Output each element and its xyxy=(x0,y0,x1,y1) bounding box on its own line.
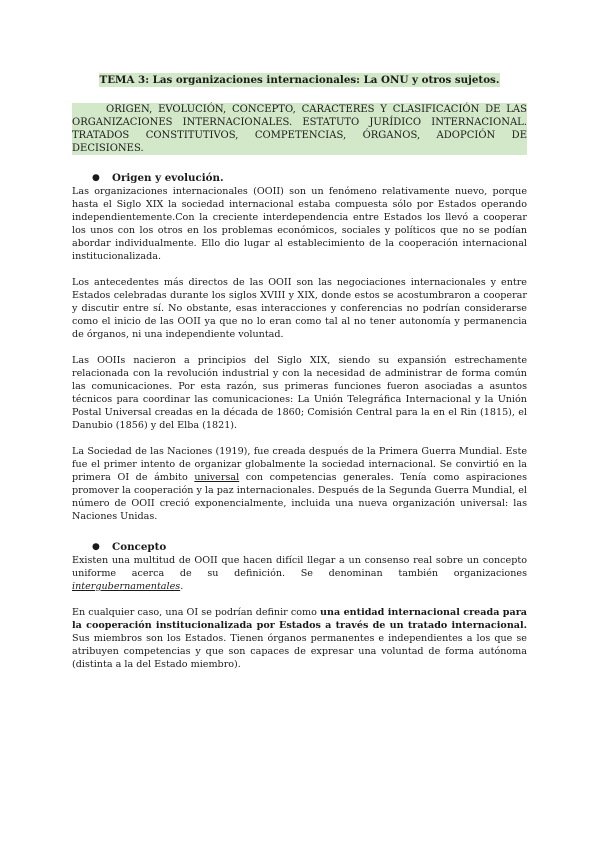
text-span: . xyxy=(180,581,184,592)
title-block xyxy=(72,68,527,87)
section-heading-label: Concepto xyxy=(112,541,167,553)
text-span: Existen una multitud de OOII que hacen difícil llegar a un consenso real sobre un concepto uniforme acerca de su definición. Se denominan también organizaciones xyxy=(72,555,527,579)
italic-term: intergubernamentales xyxy=(72,581,181,592)
section-heading-concepto xyxy=(92,541,527,554)
paragraph-origen-1: Las organizaciones internacionales (OOII) son un fenómeno relativamente nuevo, porque hasta el Siglo XIX la sociedad internacional estaba compuesta sólo por Estados operando independientemente.Con la creciente interdependencia entre Estados los llevó a cooperar los unos con los otros en los problemas económicos, sociales y políticos que no se podían abordar individualmente. Ello dio lugar al establecimiento de la cooperación internacional institucionalizada. xyxy=(72,186,527,262)
text-span: con competencias generales. Tenía como aspiraciones promover la cooperación y la paz internacionales. Después de la Segunda Guerra Mundial, el número de OOII creció exponencialmente, incluida una nueva organización universal: las Naciones Unidas. xyxy=(72,472,527,522)
section-heading-origen xyxy=(92,172,527,185)
bold-definition: una entidad internacional creada para la cooperación institucionalizada por Estados a través de un tratado internacional. xyxy=(72,607,527,631)
subtitle: ORIGEN, EVOLUCIÓN, CONCEPTO, CARACTERES Y CLASIFICACIÓN DE LAS ORGANIZACIONES INTERNACIONALES. ESTATUTO JURÍDICO INTERNACIONAL. TRATADOS CONSTITUTIVOS, COMPETENCIAS, ÓRGANOS, ADOPCIÓN DE DECISIONES. xyxy=(72,104,527,154)
page-title: TEMA 3: Las organizaciones internacionales: La ONU y otros sujetos. xyxy=(99,74,500,86)
bullet-icon: ● xyxy=(92,173,100,183)
paragraph-concepto-1 xyxy=(72,554,527,593)
section-heading-label: Origen y evolución. xyxy=(112,172,224,184)
paragraph-origen-3: Las OOIIs nacieron a principios del Siglo XIX, siendo su expansión estrechamente relacionada con la revolución industrial y con la necesidad de administrar de forma común las comunicaciones. Por esta razón, sus primeras funciones fueron asociadas a asuntos técnicos para coordinar las comunicaciones: La Unión Telegráfica Internacional y la Unión Postal Universal creadas en la década de 1860; Comisión Central para la en el Rin (1815), el Danubio (1856) y del Elba (1821). xyxy=(72,355,527,431)
text-span: La Sociedad de las Naciones (1919), fue creada después de la Primera Guerra Mundial. Este fue el primer intento de organizar globalmente la sociedad internacional. Se convirtió en la primera OI de ámbito xyxy=(72,446,527,483)
underlined-term: universal xyxy=(194,472,240,483)
paragraph-origen-4 xyxy=(72,445,527,523)
paragraph-origen-2: Los antecedentes más directos de las OOII son las negociaciones internacionales y entre Estados celebradas durante los siglos XVIII y XIX, donde estos se acostumbraron a cooperar y discutir entre sí. No obstante, esas interacciones y conferencias no podrían considerarse como el inicio de las OOII ya que no lo eran como tal al no tener autonomía y permanencia de órganos, ni una independiente voluntad. xyxy=(72,277,527,340)
bullet-icon: ● xyxy=(92,542,100,552)
paragraph-concepto-2 xyxy=(72,606,527,671)
document-page xyxy=(72,68,527,671)
text-span: Sus miembros son los Estados. Tienen órganos permanentes e independientes a los que se atribuyen competencias y que son capaces de expresar una voluntad de forma autónoma (distinta a la del Estado miembro). xyxy=(72,633,527,670)
text-span: En cualquier caso, una OI se podrían definir como xyxy=(72,607,320,618)
